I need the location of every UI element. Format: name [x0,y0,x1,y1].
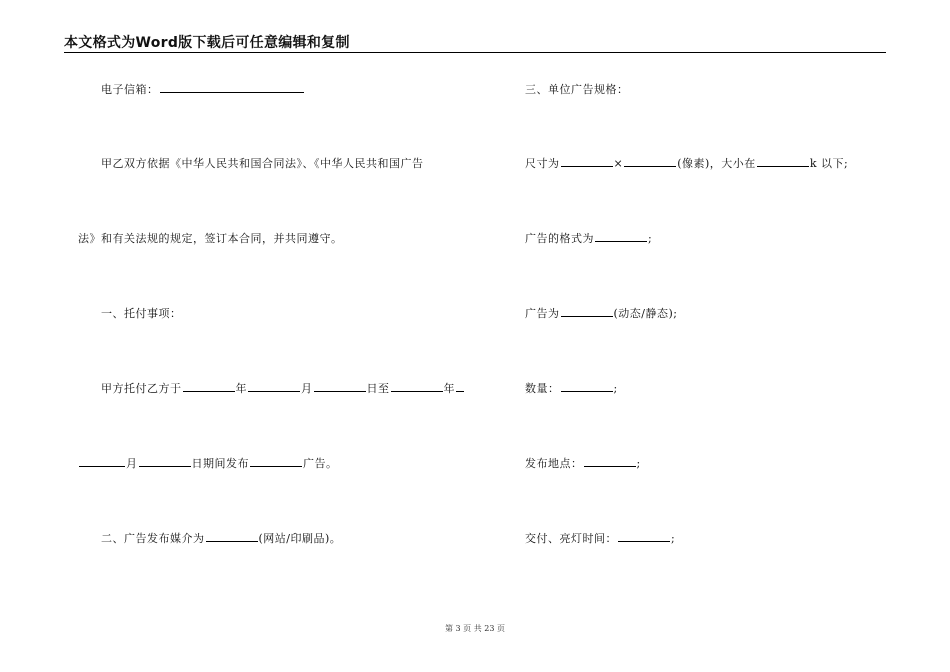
filesize-blank[interactable] [757,156,809,167]
section-3-heading: 三、单位广告规格： [525,83,629,96]
quantity-blank[interactable] [561,381,613,392]
location-line [525,455,641,471]
location-blank[interactable] [584,456,636,467]
quantity-line [525,380,618,396]
end-month-blank[interactable] [79,456,125,467]
media-label: 二、广告发布媒介为 [101,532,205,545]
media-blank[interactable] [206,531,258,542]
ad-label: 广告。 [303,457,338,470]
format-blank[interactable] [595,231,647,242]
end-year-blank[interactable] [391,381,443,392]
end-day-blank[interactable] [139,456,191,467]
ad-type-options: (动态/静态); [613,307,678,320]
ad-name-blank[interactable] [250,456,302,467]
end-month-blank-start[interactable] [456,381,464,392]
width-blank[interactable] [561,156,613,167]
delivery-time-blank[interactable] [618,531,670,542]
month-label-2: 月 [126,457,138,470]
entrust-date-line-2 [78,455,338,471]
location-label: 发布地点： [525,457,583,470]
ad-type-line [525,305,678,321]
start-year-blank[interactable] [183,381,235,392]
page-header-title: 本文格式为Word版下载后可任意编辑和复制 [64,35,350,51]
start-day-blank[interactable] [314,381,366,392]
format-label: 广告的格式为 [525,232,594,245]
delivery-time-end: ; [671,532,676,545]
page-number-footer: 第 3 页 共 23 页 [445,624,505,633]
quantity-label: 数量： [525,382,560,395]
ad-type-label: 广告为 [525,307,560,320]
delivery-time-line [525,530,675,546]
size-label: 尺寸为 [525,157,560,170]
ad-type-blank[interactable] [561,306,613,317]
email-blank[interactable] [160,82,304,93]
start-month-blank[interactable] [248,381,300,392]
intro-line-1: 甲乙双方依据《中华人民共和国合同法》、《中华人民共和国广告 [101,157,424,170]
email-line [101,81,305,97]
format-end: ; [648,232,653,245]
size-line [525,155,848,171]
pixel-size-label: (像素)，大小在 [677,157,756,170]
kb-limit-label: k 以下; [809,157,849,170]
header-divider [64,52,886,53]
times-symbol: × [613,157,624,170]
format-line [525,230,652,246]
location-end: ; [636,457,641,470]
media-options: (网站/印刷品)。 [258,532,342,545]
month-label: 月 [301,382,313,395]
publish-period-label: 日期间发布 [191,457,249,470]
height-blank[interactable] [624,156,676,167]
quantity-end: ; [613,382,618,395]
section-1-heading: 一、托付事项： [101,307,182,320]
year-label: 年 [235,382,247,395]
entrust-text: 甲方托付乙方于 [101,382,182,395]
entrust-date-line-1 [101,380,465,396]
section-2-line [101,530,341,546]
delivery-time-label: 交付、亮灯时间： [525,532,617,545]
intro-line-2: 法》和有关法规的规定，签订本合同，并共同遵守。 [78,232,343,245]
email-label: 电子信箱： [101,83,159,96]
day-to-label: 日至 [366,382,390,395]
end-year-label: 年 [443,382,455,395]
